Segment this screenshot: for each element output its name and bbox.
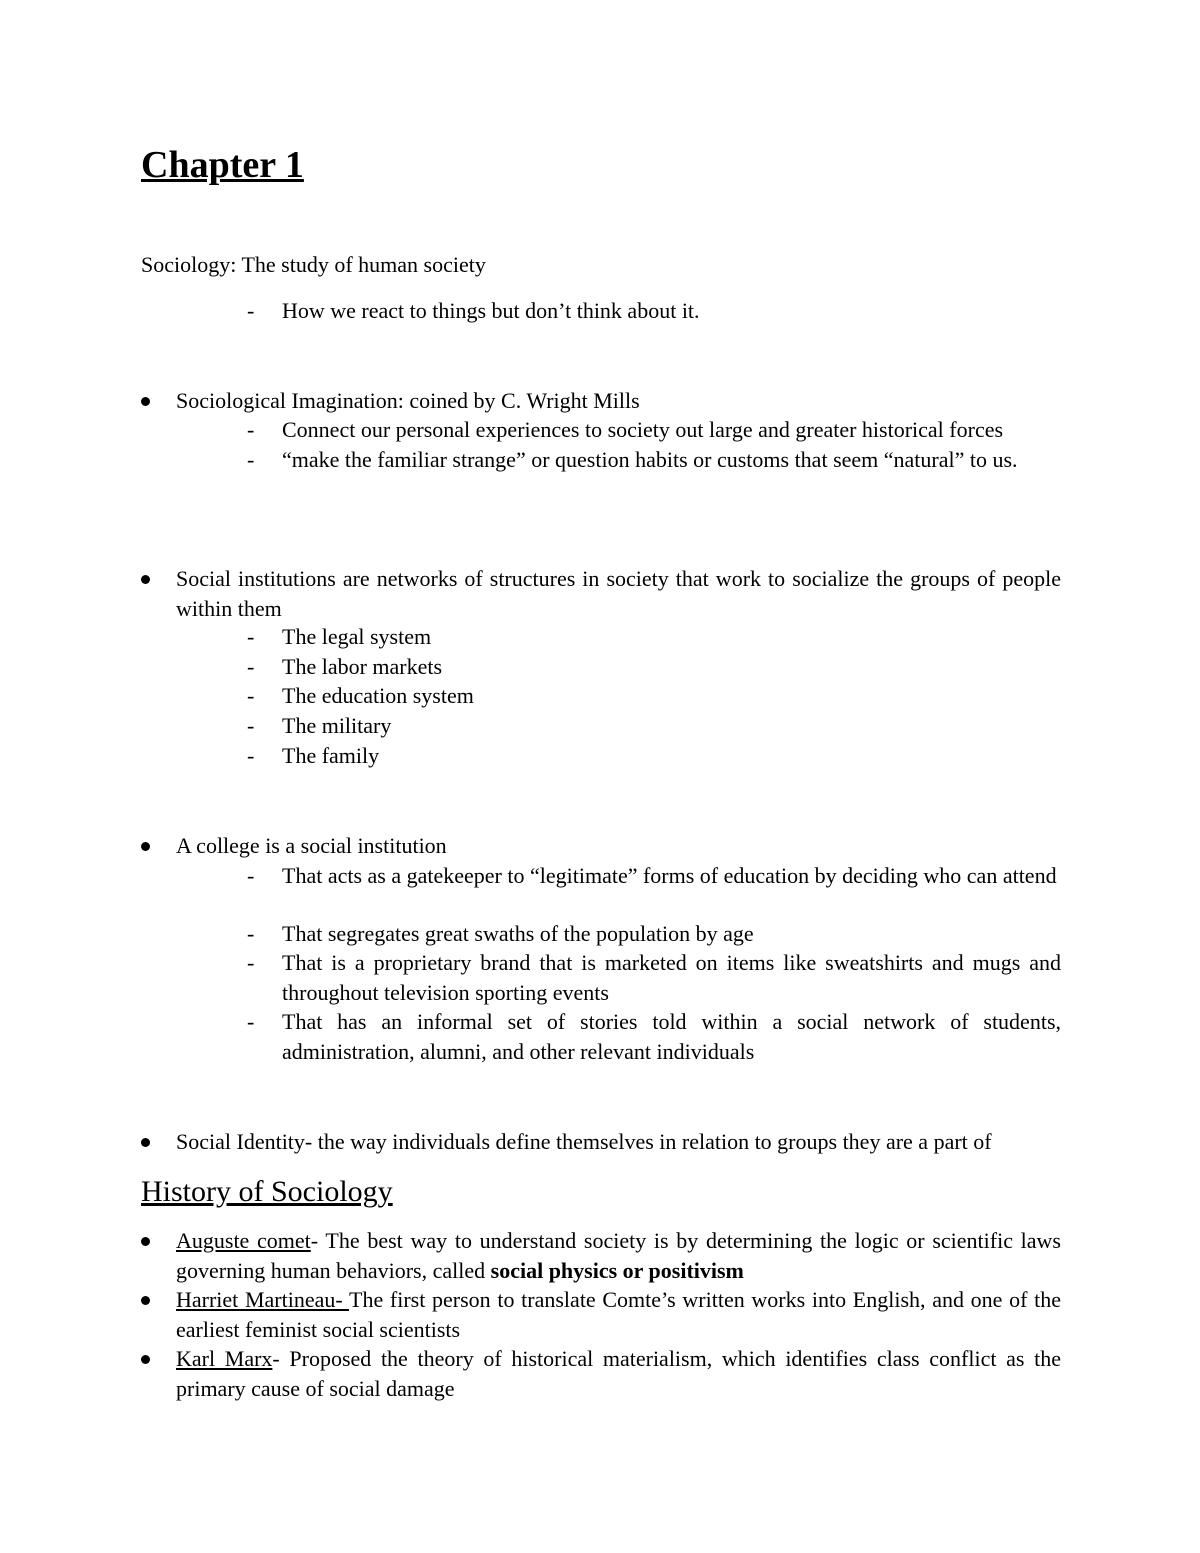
list-item	[247, 296, 1061, 326]
bullet-text	[176, 1226, 1061, 1285]
list-item-text: The education system	[282, 683, 474, 708]
bullet-item	[141, 1285, 1061, 1344]
list-item	[247, 1007, 1061, 1066]
list-item	[247, 919, 1061, 949]
list-item-text: “make the familiar strange” or question habits or customs that seem “natural” to us.	[282, 447, 1018, 472]
description-text: Proposed the theory of historical materialism, which identifies class conflict as the primary cause of social damage	[176, 1346, 1061, 1401]
bullet-text: Sociological Imagination: coined by C. Wright Mills	[176, 388, 640, 413]
bullet-dot-icon	[141, 1138, 150, 1147]
bullet-text: Social Identity- the way individuals define themselves in relation to groups they are a part of	[176, 1129, 992, 1154]
dash-marker: -	[247, 743, 255, 768]
list-item	[247, 711, 1061, 741]
list-item-text: That acts as a gatekeeper to “legitimate” forms of education by deciding who can attend	[282, 863, 1057, 888]
bullet-item	[141, 1226, 1061, 1285]
list-item-text: The military	[282, 713, 392, 738]
bullet-item	[141, 386, 1061, 416]
dash-marker: -	[247, 950, 255, 975]
list-item-text: The family	[282, 743, 380, 768]
list-item	[247, 445, 1061, 475]
bold-term: social physics or positivism	[490, 1257, 744, 1283]
name-separator: -	[310, 1228, 319, 1253]
person-name: Harriet Martineau-	[176, 1287, 350, 1312]
bullet-dot-icon	[141, 842, 150, 851]
sociology-definition: Sociology: The study of human society	[141, 252, 486, 277]
person-name: Auguste comet	[176, 1228, 311, 1253]
bullet-text: A college is a social institution	[176, 833, 447, 858]
dash-marker: -	[247, 624, 255, 649]
bullet-dot-icon	[141, 575, 150, 584]
bullet-item	[141, 564, 1061, 623]
chapter-title: Chapter 1	[141, 144, 304, 186]
list-item-text: The labor markets	[282, 654, 443, 679]
list-item	[247, 415, 1061, 445]
list-item	[247, 681, 1061, 711]
bullet-dot-icon	[141, 1355, 150, 1364]
list-item	[247, 861, 1061, 891]
name-separator: -	[272, 1346, 280, 1371]
list-item-text: That has an informal set of stories told within a social network of students, administration, alumni, and other relevant individuals	[282, 1009, 1061, 1064]
list-item	[247, 948, 1061, 1007]
list-item-text: How we react to things but don’t think about it.	[282, 298, 700, 323]
dash-marker: -	[247, 417, 255, 442]
list-item-text: The legal system	[282, 624, 432, 649]
bullet-text	[176, 1285, 1061, 1344]
dash-marker: -	[247, 863, 255, 888]
dash-marker: -	[247, 683, 255, 708]
bullet-item	[141, 1127, 1061, 1157]
bullet-dot-icon	[141, 397, 150, 406]
list-item-text: That segregates great swaths of the population by age	[282, 921, 754, 946]
dash-marker: -	[247, 298, 255, 323]
dash-marker: -	[247, 654, 255, 679]
section-title: History of Sociology	[141, 1175, 393, 1208]
dash-marker: -	[247, 921, 255, 946]
bullet-text	[176, 1344, 1061, 1403]
person-name: Karl Marx	[176, 1346, 273, 1371]
description-text: The best way to understand society is by determining the logic or scientific laws governing human behaviors, called	[176, 1228, 1061, 1283]
bullet-text: Social institutions are networks of structures in society that work to socialize the groups of people within them	[176, 566, 1061, 621]
description-text: The first person to translate Comte’s written works into English, and one of the earliest feminist social scientists	[176, 1287, 1061, 1342]
bullet-item	[141, 831, 1061, 861]
list-item-text: That is a proprietary brand that is marketed on items like sweatshirts and mugs and throughout television sporting events	[282, 950, 1061, 1005]
list-item	[247, 622, 1061, 652]
dash-marker: -	[247, 447, 255, 472]
bullet-dot-icon	[141, 1237, 150, 1246]
list-item	[247, 652, 1061, 682]
list-item	[247, 741, 1061, 771]
list-item-text: Connect our personal experiences to society out large and greater historical forces	[282, 417, 1004, 442]
dash-marker: -	[247, 713, 255, 738]
bullet-dot-icon	[141, 1296, 150, 1305]
dash-marker: -	[247, 1009, 255, 1034]
bullet-item	[141, 1344, 1061, 1403]
